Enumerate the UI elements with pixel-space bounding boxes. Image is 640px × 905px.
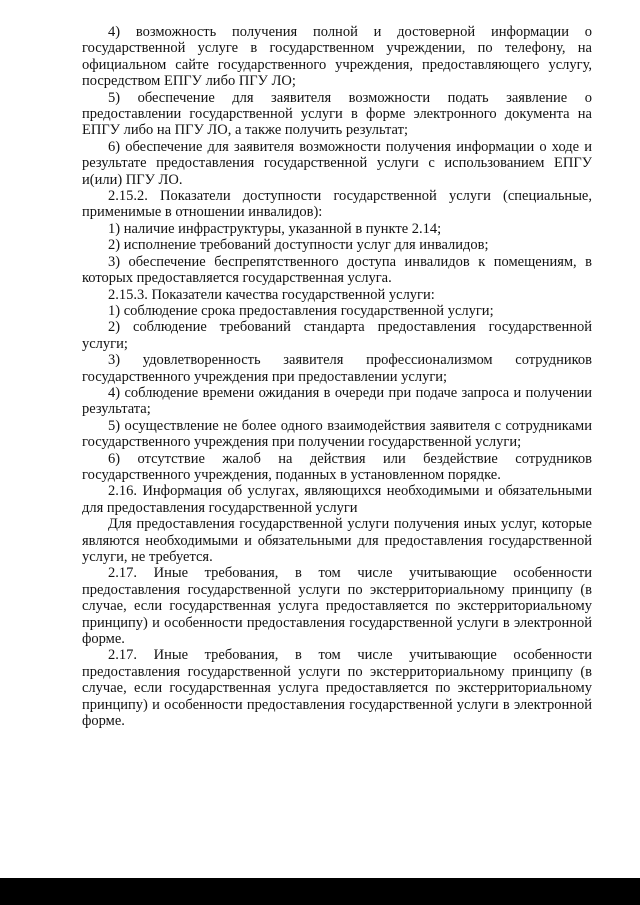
paragraph-accessibility-2: 2) исполнение требований доступности услуг для инвалидов; [108, 237, 489, 254]
paragraph-quality-2: 2) соблюдение требований стандарта предоставления государственной услуги; [82, 319, 592, 352]
paragraph-quality-5: 5) осуществление не более одного взаимодействия заявителя с сотрудниками государственного учреждения при получении государственной услуги; [82, 417, 592, 451]
paragraph-6-status-info: 6) обеспечение для заявителя возможности получения информации о ходе и результате предоставления государственной услуги с использованием ЕПГУ и(или) ПГУ ЛО. [82, 138, 592, 188]
paragraph-5-electronic-application: 5) обеспечение для заявителя возможности подать заявление о предоставлении государственной услуги в форме электронного документа на ЕПГУ либо на ПГУ ЛО, а также получить результат; [82, 89, 592, 139]
paragraph-quality-6: 6) отсутствие жалоб на действия или бездействие сотрудников государственного учреждения, поданных в установленном порядке. [82, 450, 592, 483]
paragraph-quality-4: 4) соблюдение времени ожидания в очереди при подаче запроса и получении результата; [82, 384, 592, 418]
paragraph-quality-3: 3) удовлетворенность заявителя профессионализмом сотрудников государственного учреждения при предоставлении услуги; [82, 352, 592, 385]
paragraph-accessibility-1: 1) наличие инфраструктуры, указанной в пункте 2.14; [108, 220, 442, 237]
paragraph-2-17-second: 2.17. Иные требования, в том числе учитывающие особенности предоставления государственной услуги по экстерриториальному принципу (в случае, если государственная услуга предоставляется по экстерриториальному принципу) и особенности предоставления государственной услуги в электронной форме. [82, 647, 592, 730]
paragraph-2-15-3-heading: 2.15.3. Показатели качества государственной услуги: [108, 286, 435, 303]
paragraph-quality-1: 1) соблюдение срока предоставления государственной услуги; [108, 302, 494, 319]
paragraph-2-16-heading: 2.16. Информация об услугах, являющихся необходимыми и обязательными для предоставления государственной услуги [82, 483, 592, 516]
paragraph-2-17-first: 2.17. Иные требования, в том числе учитывающие особенности предоставления государственной услуги по экстерриториальному принципу (в случае, если государственная услуга предоставляется по экстерриториальному принципу) и особенности предоставления государственной услуги в электронной форме. [82, 565, 592, 648]
paragraph-2-16-body: Для предоставления государственной услуги получения иных услуг, которые являются необходимыми и обязательными для предоставления государственной услуги, не требуется. [82, 516, 592, 565]
document-body [82, 24, 592, 729]
scan-bottom-edge [0, 878, 640, 905]
paragraph-accessibility-3: 3) обеспечение беспрепятственного доступа инвалидов к помещениям, в которых предоставляется государственная услуга. [82, 253, 592, 287]
paragraph-4-info-access: 4) возможность получения полной и достоверной информации о государственной услуге в государственном учреждении, по телефону, на официальном сайте государственного учреждения, предоставляющего услугу, посредством ЕПГУ либо ПГУ ЛО; [82, 24, 592, 90]
paragraph-2-15-2-heading: 2.15.2. Показатели доступности государственной услуги (специальные, применимые в отношении инвалидов): [82, 188, 592, 221]
